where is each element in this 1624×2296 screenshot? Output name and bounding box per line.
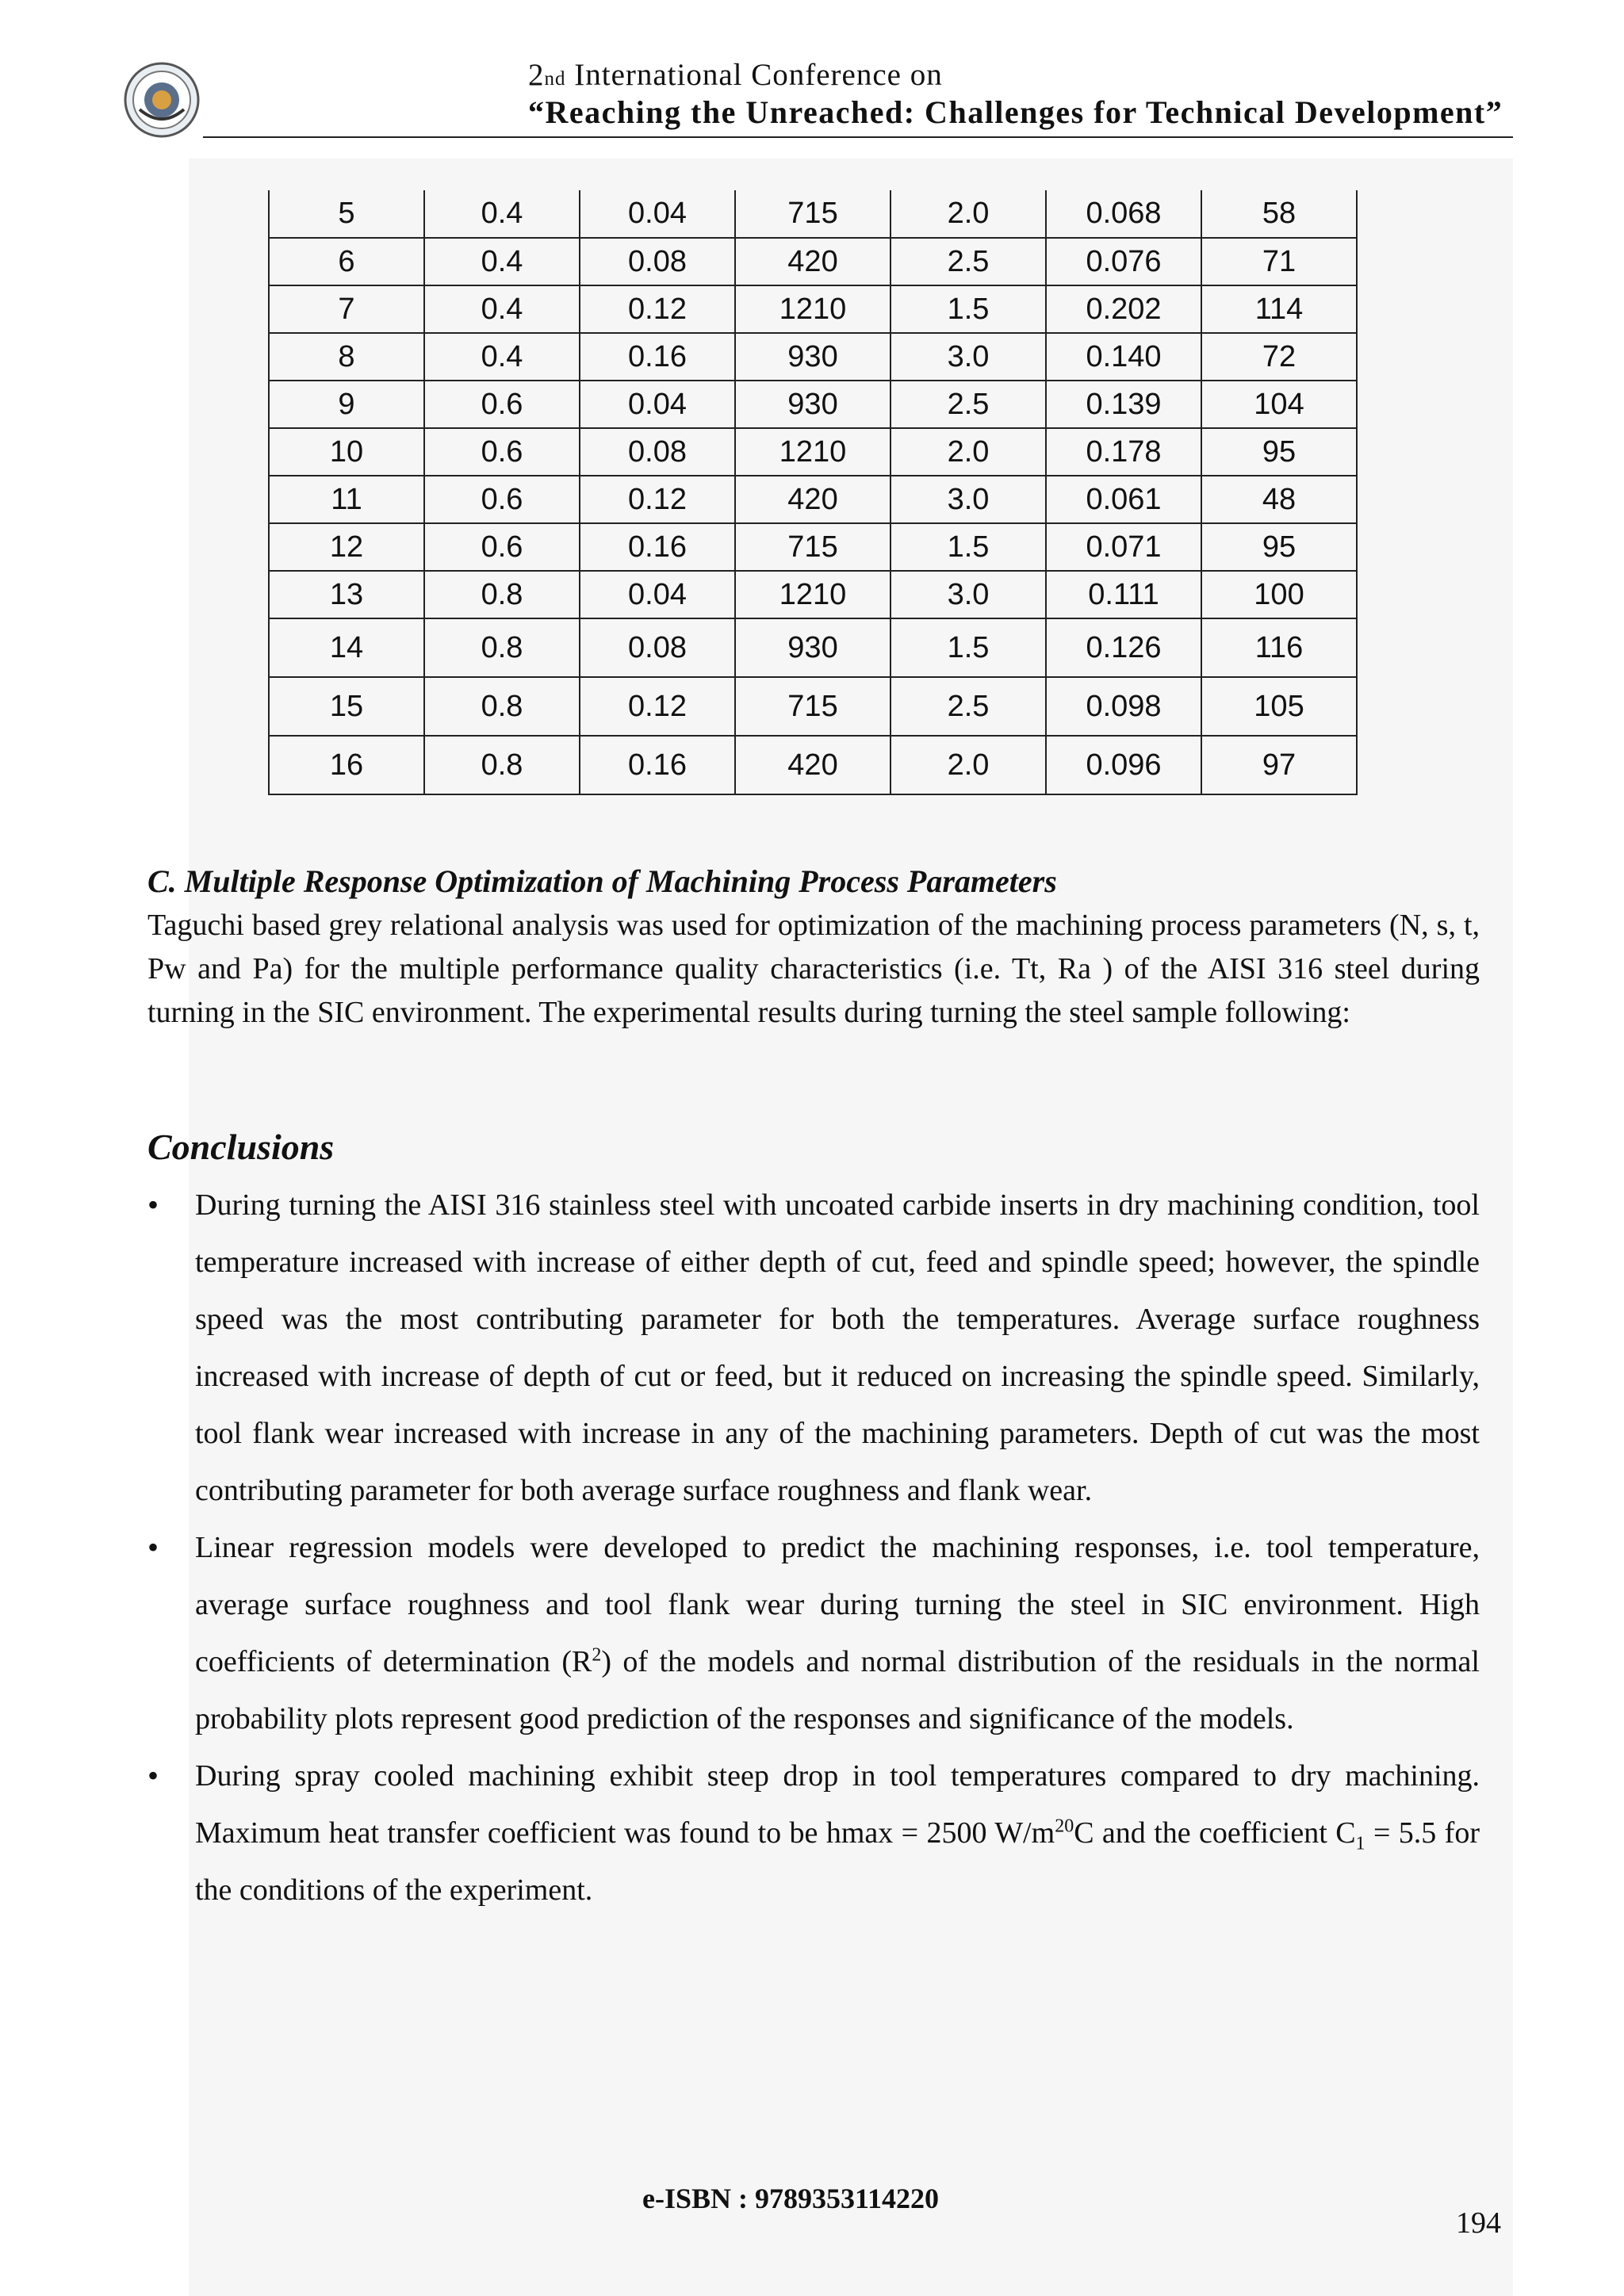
table-row	[269, 736, 1357, 794]
table-cell: 0.4	[424, 190, 580, 238]
table-cell: 72	[1201, 333, 1357, 381]
table-cell: 58	[1201, 190, 1357, 238]
list-item	[147, 1177, 1480, 1519]
table-cell: 0.08	[580, 618, 735, 677]
table-cell: 0.4	[424, 333, 580, 381]
table-cell: 3.0	[891, 476, 1046, 523]
table-cell: 6	[269, 238, 424, 285]
table-cell: 0.04	[580, 381, 735, 428]
table-cell: 0.6	[424, 428, 580, 476]
results-table	[268, 190, 1358, 795]
table-cell: 0.140	[1046, 333, 1201, 381]
table-cell: 0.8	[424, 677, 580, 736]
table-cell: 1210	[735, 428, 891, 476]
table-cell: 2.0	[891, 190, 1046, 238]
table-row	[269, 190, 1357, 238]
table-cell: 0.08	[580, 238, 735, 285]
table-cell: 2.0	[891, 428, 1046, 476]
table-cell: 0.139	[1046, 381, 1201, 428]
table-cell: 0.202	[1046, 285, 1201, 333]
table-cell: 1210	[735, 571, 891, 618]
table-cell: 420	[735, 736, 891, 794]
table-row	[269, 333, 1357, 381]
footer-isbn: e-ISBN : 9789353114220	[642, 2183, 940, 2214]
table-cell: 930	[735, 333, 891, 381]
list-item	[147, 1747, 1480, 1919]
table-cell: 12	[269, 523, 424, 571]
table-cell: 71	[1201, 238, 1357, 285]
table-cell: 0.6	[424, 523, 580, 571]
table-cell: 930	[735, 381, 891, 428]
header-conference-line: 2nd International Conference on	[528, 58, 943, 92]
table-cell: 715	[735, 190, 891, 238]
table-cell: 715	[735, 523, 891, 571]
table-row	[269, 618, 1357, 677]
conference-logo-icon	[122, 60, 201, 140]
table-cell: 10	[269, 428, 424, 476]
table-cell: 0.8	[424, 571, 580, 618]
table-cell: 2.0	[891, 736, 1046, 794]
table-cell: 114	[1201, 285, 1357, 333]
section-c-paragraph: Taguchi based grey relational analysis was used for optimization of the machining process parameters (N, s, t, Pw and Pa) for the multiple performance quality characteristics (i.e. Tt, Ra ) of the AISI 316 steel during turning in the SIC environment. The experimental results during turning the steel sample following:	[147, 909, 1480, 1029]
table-cell: 0.4	[424, 285, 580, 333]
table-cell: 2.5	[891, 238, 1046, 285]
table-cell: 715	[735, 677, 891, 736]
table-row	[269, 428, 1357, 476]
table-row	[269, 571, 1357, 618]
table-row	[269, 677, 1357, 736]
table-cell: 16	[269, 736, 424, 794]
table-cell: 5	[269, 190, 424, 238]
conclusions-heading: Conclusions	[147, 1127, 335, 1167]
table-cell: 2.5	[891, 381, 1046, 428]
table-row	[269, 238, 1357, 285]
table-cell: 420	[735, 476, 891, 523]
table-cell: 420	[735, 238, 891, 285]
table-cell: 0.071	[1046, 523, 1201, 571]
table-cell: 0.111	[1046, 571, 1201, 618]
conclusion-text-2: Linear regression models were developed to predict the machining responses, i.e. tool temperature, average surface roughness and tool flank wear during turning the steel in SIC environment. High coefficients of determination $(R^2)$ of the models and normal distribution of the residuals in the normal probability plots represent good prediction of the responses and significance of the models.	[195, 1531, 1480, 1735]
table-cell: 0.8	[424, 736, 580, 794]
table-cell: 104	[1201, 381, 1357, 428]
table-cell: 0.6	[424, 476, 580, 523]
table-cell: 1.5	[891, 285, 1046, 333]
table-cell: 0.8	[424, 618, 580, 677]
table-cell: 8	[269, 333, 424, 381]
conclusion-text-1: During turning the AISI 316 stainless steel with uncoated carbide inserts in dry machining condition, tool temperature increased with increase of either depth of cut, feed and spindle speed; however, the spindle speed was the most contributing parameter for both the temperatures. Average surface roughness increased with increase of depth of cut or feed, but it reduced on increasing the spindle speed. Similarly, tool flank wear increased with increase in any of the machining parameters. Depth of cut was the most contributing parameter for both average surface roughness and flank wear.	[195, 1188, 1480, 1507]
table-cell: 48	[1201, 476, 1357, 523]
table-cell: 0.12	[580, 476, 735, 523]
table-cell: 0.068	[1046, 190, 1201, 238]
table-cell: 0.098	[1046, 677, 1201, 736]
table-cell: 95	[1201, 523, 1357, 571]
header-divider	[203, 136, 1513, 138]
bullet-icon: •	[147, 1529, 159, 1565]
list-item	[147, 1519, 1480, 1747]
conclusions-list	[147, 1177, 1480, 1919]
table-cell: 100	[1201, 571, 1357, 618]
table-row	[269, 523, 1357, 571]
table-cell: 14	[269, 618, 424, 677]
table-cell: 105	[1201, 677, 1357, 736]
table-cell: 0.16	[580, 523, 735, 571]
table-cell: 2.5	[891, 677, 1046, 736]
page-number: 194	[1456, 2206, 1501, 2240]
table-cell: 0.12	[580, 285, 735, 333]
table-cell: 3.0	[891, 333, 1046, 381]
table-cell: 1.5	[891, 523, 1046, 571]
table-cell: 0.126	[1046, 618, 1201, 677]
table-cell: 930	[735, 618, 891, 677]
table-cell: 0.04	[580, 571, 735, 618]
table-cell: 0.12	[580, 677, 735, 736]
table-cell: 0.6	[424, 381, 580, 428]
table-cell: 0.061	[1046, 476, 1201, 523]
table-row	[269, 381, 1357, 428]
table-cell: 0.16	[580, 736, 735, 794]
bullet-icon: •	[147, 1758, 159, 1793]
table-cell: 1.5	[891, 618, 1046, 677]
table-cell: 11	[269, 476, 424, 523]
table-cell: 116	[1201, 618, 1357, 677]
table-cell: 3.0	[891, 571, 1046, 618]
section-c-heading: C. Multiple Response Optimization of Machining Process Parameters	[147, 863, 1057, 899]
table-cell: 95	[1201, 428, 1357, 476]
table-cell: 15	[269, 677, 424, 736]
conclusion-text-3: During spray cooled machining exhibit steep drop in tool temperatures compared to dry machining. Maximum heat transfer coefficient was found to be hmax = 2500 $W/m^{20}C$ and the coefficient $C_1 = 5.5$ for the conditions of the experiment.	[195, 1759, 1480, 1907]
table-cell: 0.16	[580, 333, 735, 381]
table-cell: 9	[269, 381, 424, 428]
table-cell: 0.178	[1046, 428, 1201, 476]
table-cell: 0.04	[580, 190, 735, 238]
table-cell: 97	[1201, 736, 1357, 794]
table-row	[269, 285, 1357, 333]
table-row	[269, 476, 1357, 523]
table-cell: 1210	[735, 285, 891, 333]
table-cell: 0.08	[580, 428, 735, 476]
table-cell: 0.4	[424, 238, 580, 285]
table-cell: 0.076	[1046, 238, 1201, 285]
table-cell: 0.096	[1046, 736, 1201, 794]
bullet-icon: •	[147, 1187, 159, 1223]
header-conference-title: “Reaching the Unreached: Challenges for Technical Development”	[528, 94, 1503, 130]
table-cell: 13	[269, 571, 424, 618]
table-cell: 7	[269, 285, 424, 333]
